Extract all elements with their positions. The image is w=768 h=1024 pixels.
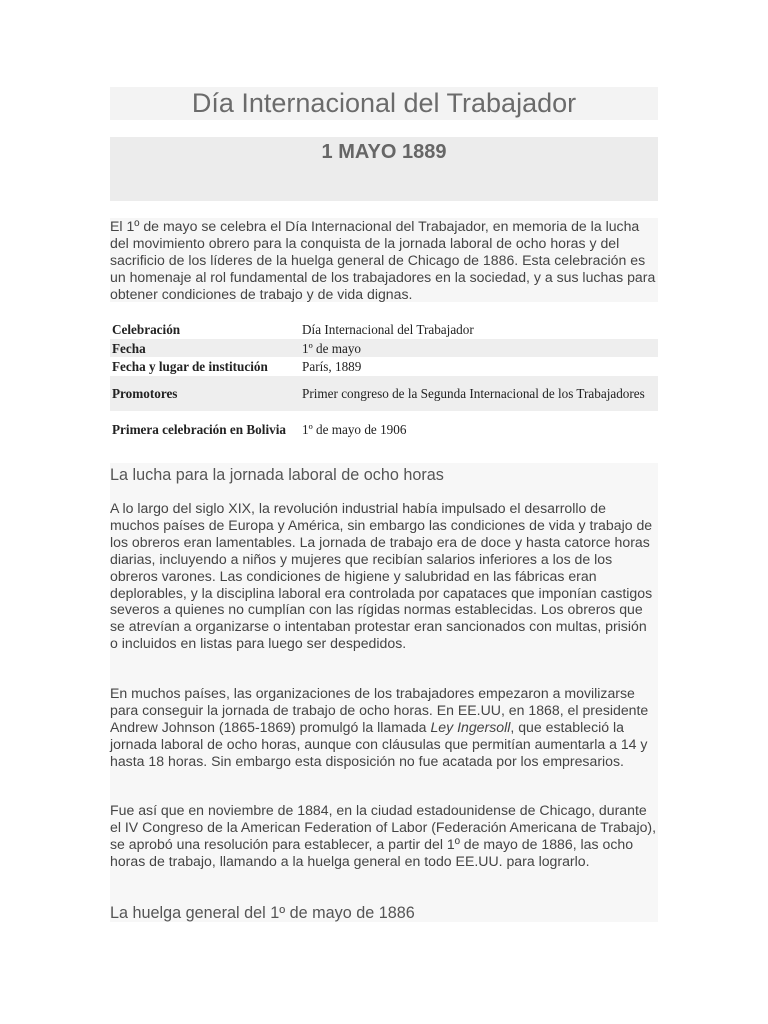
paragraph-ley-ingersoll (110, 685, 658, 770)
paragraph-industrial-revolution: A lo largo del siglo XIX, la revolución industrial había impulsado el desarrollo de muchos países de Europa y América, sin embargo las condiciones de vida y trabajo de los obreros eran lamentables. La jornada de trabajo era de doce y hasta catorce horas diarias, incluyendo a niños y mujeres que recibían salarios inferiores a los de los obreros varones. Las condiciones de higiene y salubridad en las fábricas eran deplorables, y la disciplina laboral era controlada por capataces que imponían castigos severos a quienes no cumplían con las rígidas normas establecidas. Los obreros que se atrevían a organizarse o intentaban protestar eran sancionados con multas, prisión o incluidos en listas para luego ser despedidos. (110, 500, 653, 652)
table-row (110, 376, 658, 411)
table-value: París, 1889 (302, 359, 362, 374)
section-heading-general-strike: La huelga general del 1º de mayo de 1886 (110, 904, 415, 922)
table-label: Fecha (110, 339, 300, 357)
table-row (110, 411, 658, 447)
paragraph-text: , que estableció la jornada laboral de ocho horas, aunque con cláusulas que permitían aumentarla a 14 y hasta 18 horas. Sin embargo esta disposición no fue acatada por los empresarios. (110, 718, 648, 769)
page-title: Día Internacional del Trabajador (110, 87, 658, 120)
law-name: Ley Ingersoll (430, 718, 511, 735)
section-heading-eight-hours: La lucha para la jornada laboral de ocho horas (110, 466, 444, 484)
table-value: 1º de mayo de 1906 (302, 421, 407, 437)
table-label: Celebración (112, 322, 181, 337)
table-value: 1º de mayo (300, 339, 658, 357)
article-section (110, 463, 658, 922)
table-row (110, 357, 658, 376)
paragraph-chicago-congress: Fue así que en noviembre de 1884, en la ciudad estadounidense de Chicago, durante el IV Congreso de la American Federation of Labor (Federación Americana de Trabajo), se aprobó una resolución para establecer, a partir del 1º de mayo de 1886, las ocho horas de trabajo, llamando a la huelga general en todo EE.UU. para lograrlo. (110, 802, 657, 869)
table-value: Día Internacional del Trabajador (302, 322, 474, 337)
date-box (110, 137, 658, 201)
table-label: Fecha y lugar de institución (112, 359, 268, 374)
intro-paragraph: El 1º de mayo se celebra el Día Internacional del Trabajador, en memoria de la lucha del movimiento obrero para la conquista de la jornada laboral de ocho horas y del sacrificio de los líderes de la huelga general de Chicago de 1886. Esta celebración es un homenaje al rol fundamental de los trabajadores en la sociedad, y a sus luchas para obtener condiciones de trabajo y de vida dignas. (110, 218, 658, 302)
table-label: Promotores (110, 376, 300, 411)
date-heading: 1 MAYO 1889 (321, 141, 447, 163)
paragraph-text: En muchos países, las organizaciones de los trabajadores empezaron a movilizarse para conseguir la jornada de trabajo de ocho horas. En EE.UU, en 1868, el presidente Andrew Johnson (1865-1869) promulgó la llamada (110, 685, 649, 735)
info-table (110, 320, 658, 447)
table-value: Primer congreso de la Segunda Internacional de los Trabajadores (300, 376, 658, 411)
table-label: Primera celebración en Bolivia (112, 421, 286, 437)
table-row (110, 339, 658, 357)
table-row (110, 320, 658, 339)
